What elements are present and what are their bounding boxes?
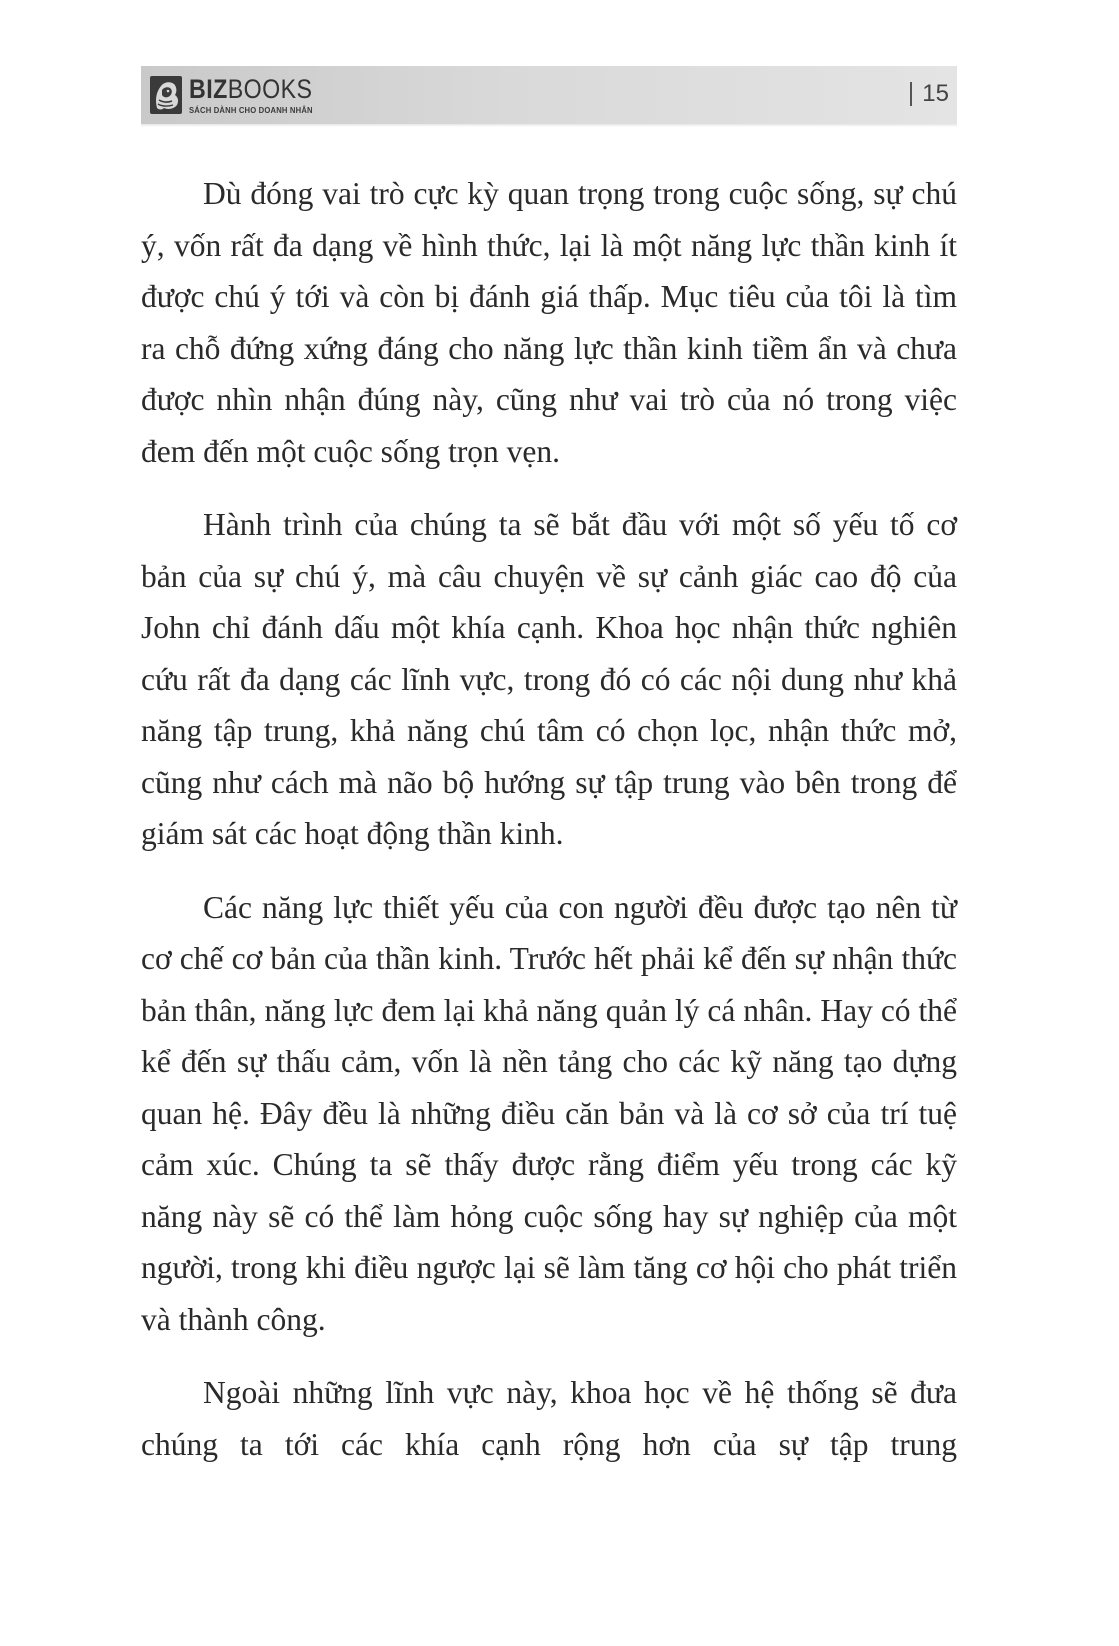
- brand-tagline: SÁCH DÀNH CHO DOANH NHÂN: [189, 104, 313, 115]
- brand-name: [189, 73, 313, 104]
- bizbooks-logo: [149, 72, 333, 118]
- lion-icon: [149, 74, 183, 116]
- page-number-value: 15: [922, 80, 949, 107]
- page-body: [141, 168, 957, 1492]
- paragraph-1: Dù đóng vai trò cực kỳ quan trọng trong cuộc sống, sự chú ý, vốn rất đa dạng về hình thức, lại là một năng lực thần kinh ít được chú ý tới và còn bị đánh giá thấp. Mục tiêu của tôi là tìm ra chỗ đứng xứng đáng cho năng lực thần kinh tiềm ẩn và chưa được nhìn nhận đúng này, cũng như vai trò của nó trong việc đem đến một cuộc sống trọn vẹn.: [141, 176, 957, 469]
- page-number: [910, 80, 949, 108]
- page-number-separator: [910, 82, 912, 106]
- brand-name-light: BOOKS: [227, 73, 313, 104]
- paragraph-3: Các năng lực thiết yếu của con người đều được tạo nên từ cơ chế cơ bản của thần kinh. Trước hết phải kể đến sự nhận thức bản thân, năng lực đem lại khả năng quản lý cá nhân. Hay có thể kể đến sự thấu cảm, vốn là nền tảng cho các kỹ năng tạo dựng quan hệ. Đây đều là những điều căn bản và là cơ sở của trí tuệ cảm xúc. Chúng ta sẽ thấy được rằng điểm yếu trong các kỹ năng này sẽ có thể làm hỏng cuộc sống hay sự nghiệp của một người, trong khi điều ngược lại sẽ làm tăng cơ hội cho phát triển và thành công.: [141, 889, 957, 1337]
- running-header: [141, 66, 957, 124]
- paragraph-2: Hành trình của chúng ta sẽ bắt đầu với một số yếu tố cơ bản của sự chú ý, mà câu chuyện về sự cảnh giác cao độ của John chỉ đánh dấu một khía cạnh. Khoa học nhận thức nghiên cứu rất đa dạng các lĩnh vực, trong đó có các nội dung như khả năng tập trung, khả năng chú tâm có chọn lọc, nhận thức mở, cũng như cách mà não bộ hướng sự tập trung vào bên trong để giám sát các hoạt động thần kinh.: [141, 507, 957, 851]
- brand-name-bold: BIZ: [189, 73, 228, 104]
- paragraph-4: Ngoài những lĩnh vực này, khoa học về hệ thống sẽ đưa chúng ta tới các khía cạnh rộng hơn của sự tập trung: [141, 1375, 957, 1462]
